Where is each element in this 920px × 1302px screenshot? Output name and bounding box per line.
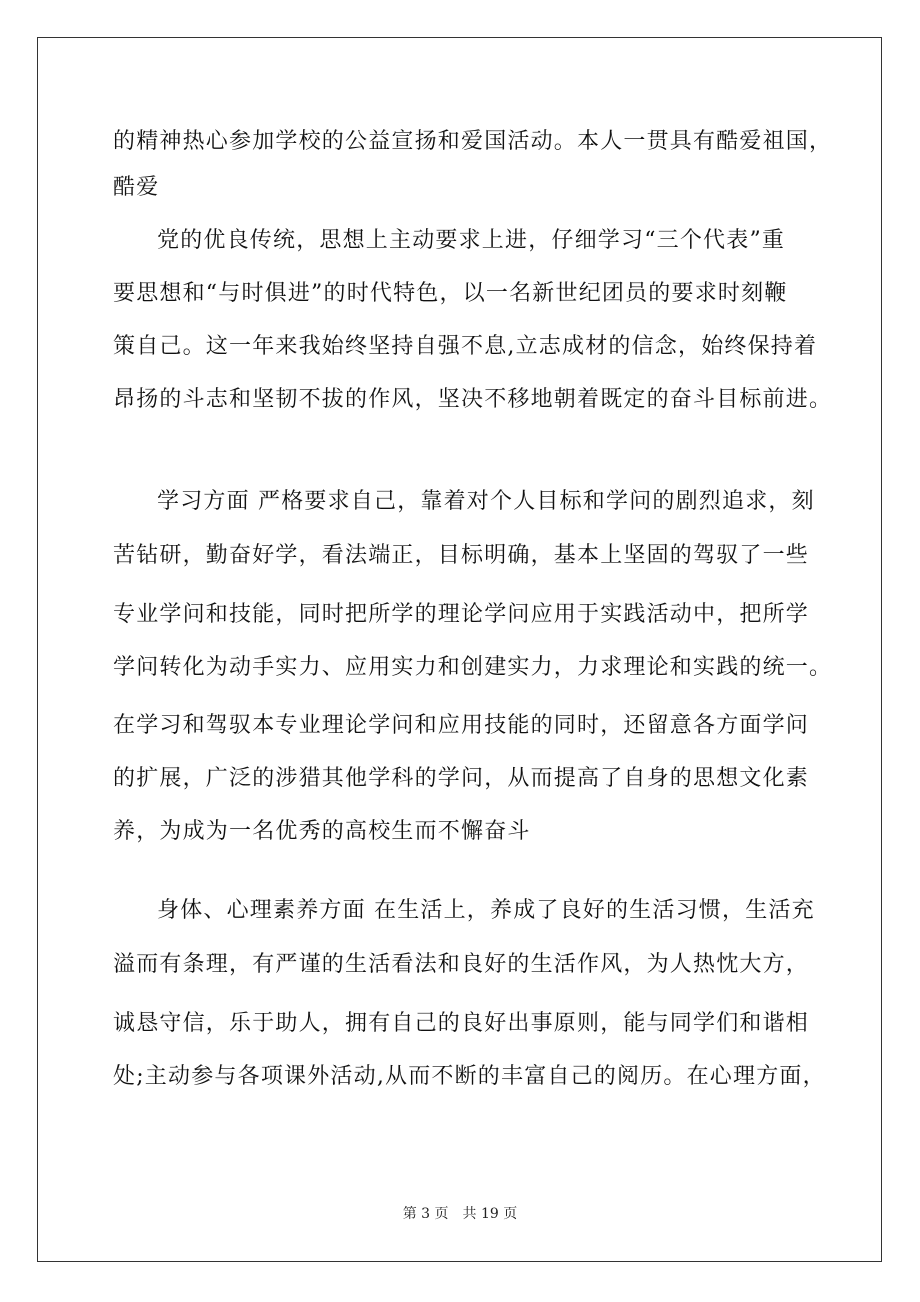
text-line: 苦钻研，勤奋好学，看法端正，目标明确，基本上坚固的驾驭了一些 — [113, 543, 810, 568]
text-line: 的精神热心参加学校的公益宣扬和爱国活动。本人一贯具有酷爱祖国， — [113, 129, 833, 154]
text-line: 专业学问和技能，同时把所学的理论学问应用于实践活动中，把所学 — [113, 602, 810, 627]
text-line: 处;主动参与各项课外活动,从而不断的丰富自己的阅历。在心理方面， — [113, 1064, 826, 1089]
text-line: 学习方面 严格要求自己，靠着对个人目标和学问的剧烈追求，刻 — [157, 489, 815, 514]
text-line: 学问转化为动手实力、应用实力和创建实力，力求理论和实践的统一。 — [113, 655, 833, 680]
text-line: 党的优良传统，思想上主动要求上进，仔细学习“三个代表”重 — [157, 228, 786, 253]
text-line: 养，为成为一名优秀的高校生而不懈奋斗 — [113, 819, 531, 844]
page-number: 第 3 页 共 19 页 — [402, 1206, 518, 1222]
text-line: 诚恳守信，乐于助人，拥有自己的良好出事原则，能与同学们和谐相 — [113, 1011, 810, 1036]
text-line: 策自己。这一年来我始终坚持自强不息,立志成材的信念，始终保持着 — [113, 334, 818, 359]
text-line: 的扩展，广泛的涉猎其他学科的学问，从而提高了自身的思想文化素 — [113, 766, 810, 791]
text-line: 身体、心理素养方面 在生活上，养成了良好的生活习惯，生活充 — [157, 898, 815, 923]
text-line: 昂扬的斗志和坚韧不拔的作风，坚决不移地朝着既定的奋斗目标前进。 — [113, 387, 833, 412]
text-line: 要思想和“与时俱进”的时代特色，以一名新世纪团员的要求时刻鞭 — [113, 281, 788, 306]
text-line: 酷爱 — [113, 175, 160, 200]
text-line: 在学习和驾驭本专业理论学问和应用技能的同时，还留意各方面学问 — [113, 713, 810, 738]
text-line: 溢而有条理，有严谨的生活看法和良好的生活作风，为人热忱大方， — [113, 952, 810, 977]
